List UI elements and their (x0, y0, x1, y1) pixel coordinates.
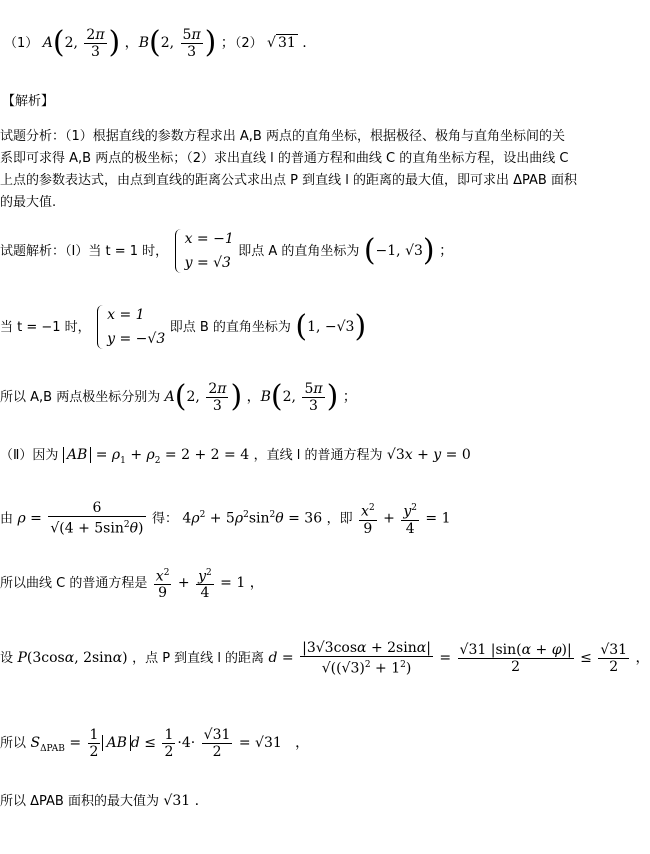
solution-step-8: 所以 $S_{\Delta PAB}$ = $\frac{1}{2}$ AB d ≤ $\frac{1}{2}$ ·4· $\frac{√31}{2}$ = √31 ， (0, 726, 310, 760)
solution-step-4: （Ⅱ）因为 AB = $\rho_1 + \rho_2 = 2 + 2 = 4$ ，直线 l 的普通方程为 √3x + y = 0 (0, 447, 471, 466)
section-title: 【解析】 (2, 94, 55, 109)
answer-line: （1） A(2, $\frac{2\pi}{3}$ ) ，B(2, $\frac{5\pi}{3}$ ) ；（2） √ 31 . (4, 25, 307, 60)
solution-step-1: 试题解析：（Ⅰ）当 t = 1 时， x = −1 y = √3 即点 A 的直角坐标为 (−1, √3) ； (0, 226, 453, 276)
point-a-label: A (42, 35, 53, 51)
solution-step-6: 所以曲线 C 的普通方程是 $\frac{x^2}{9}$ + $\frac{y^2}{4}$ = 1 ， (0, 560, 264, 606)
solution-step-7: 设 P(3cosα, 2sinα) ，点 P 到直线 l 的距离 d = $\frac{|3√3\cos\alpha + 2\sin\alpha|}{√((√3)^2 + 1^2)}$ = $\frac{√31 |\sin(\alpha + \varphi)|}{2}$ ≤ $\frac{√31}{2}$ ， (0, 639, 650, 677)
fraction-5pi-3: $\frac{5\pi}{3}$ (182, 26, 201, 60)
system-a: x = −1 y = √3 (173, 227, 234, 275)
solution-step-3: 所以 A,B 两点极坐标分别为 A(2, $\frac{2\pi}{3}$ ) ，B(2, $\frac{5\pi}{3}$ ) ； (0, 379, 357, 414)
solution-step-9: 所以 ΔPAB 面积的最大值为 √31 . (0, 793, 200, 809)
part2-label: （2） (234, 36, 263, 51)
point-b-label: B (138, 35, 149, 51)
solution-step-5: 由 ρ = $\frac{6}{√(4 + 5\sin^2\theta)}$ 得： $4\rho^2 + 5\rho^2\sin^2\theta = 36$ ，即 $\frac{x^2}{9}$ + $\frac{y^2}{4}$ = 1 (0, 500, 451, 537)
analysis-paragraph (0, 126, 626, 214)
fraction-2pi-3: $\frac{2\pi}{3}$ (86, 26, 105, 60)
part1-label: （1） (4, 36, 39, 51)
answer-sqrt: 31 (277, 35, 296, 51)
system-b: x = 1 y = −√3 (95, 303, 165, 351)
solution-step-2: 当 t = −1 时， x = 1 y = −√3 即点 B 的直角坐标为 (1, −√3) (0, 300, 366, 354)
analysis-line-2: 系即可求得 A,B 两点的极坐标；（2）求出直线 l 的普通方程和曲线 C 的直角坐标方程，设出曲线 C (0, 151, 569, 166)
analysis-line-1: 试题分析：（1）根据直线的参数方程求出 A,B 两点的直角坐标，根据极径、极角与直角坐标间的关 (0, 129, 565, 144)
analysis-line-3: 上点的参数表达式，由点到直线的距离公式求出点 P 到直线 l 的距离的最大值，即可求出 ΔPAB 面积 (0, 173, 577, 188)
analysis-line-4: 的最大值. (0, 195, 57, 210)
